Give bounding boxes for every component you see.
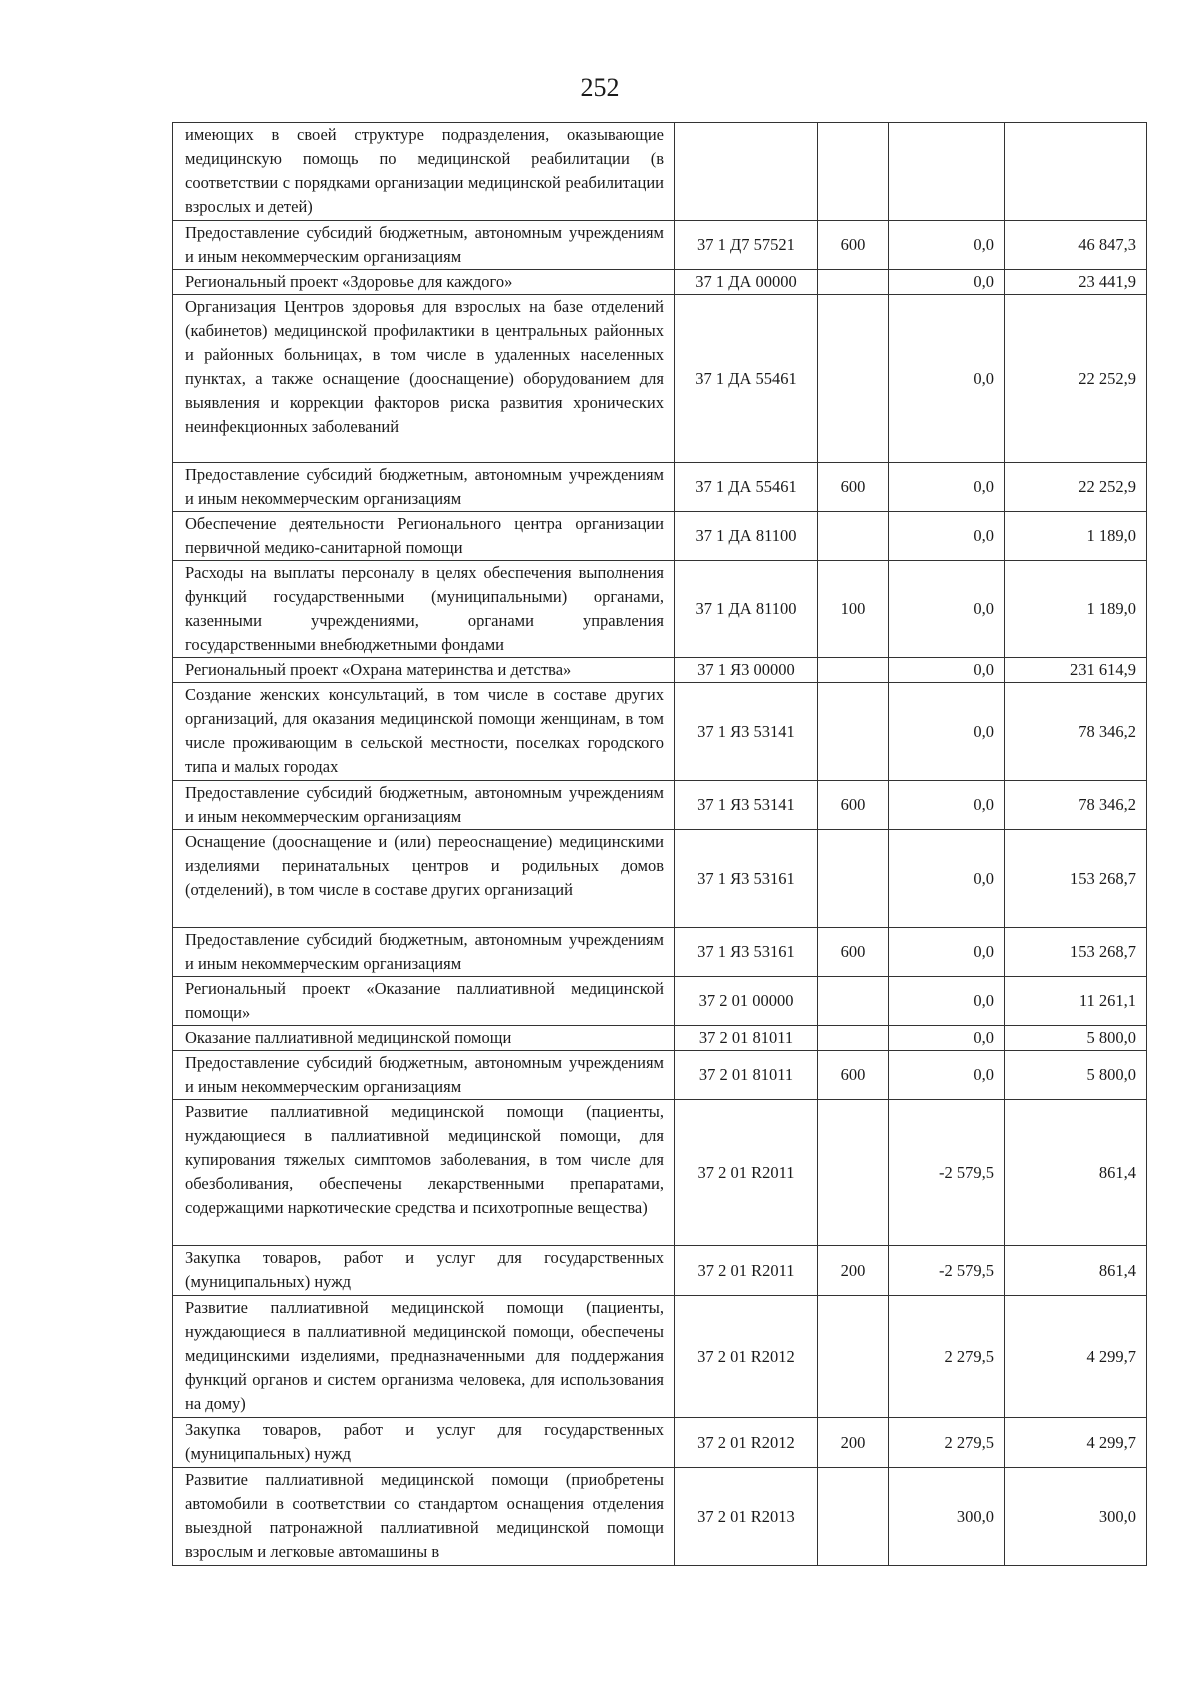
total-amount bbox=[1005, 123, 1147, 221]
row-description: Закупка товаров, работ и услуг для государственных (муниципальных) нужд bbox=[173, 1418, 675, 1468]
expense-type-code: 200 bbox=[818, 1246, 889, 1296]
table-row bbox=[173, 1296, 1147, 1418]
expense-type-code: 100 bbox=[818, 561, 889, 658]
table-row bbox=[173, 830, 1147, 928]
change-amount: 0,0 bbox=[889, 683, 1005, 781]
total-amount: 5 800,0 bbox=[1005, 1026, 1147, 1051]
page-number: 252 bbox=[580, 73, 620, 102]
change-amount: 0,0 bbox=[889, 928, 1005, 977]
row-description: Предоставление субсидий бюджетным, автономным учреждениям и иным некоммерческим организациям bbox=[173, 1051, 675, 1100]
table-row bbox=[173, 658, 1147, 683]
target-article-code: 37 1 Я3 00000 bbox=[675, 658, 818, 683]
target-article-code: 37 2 01 81011 bbox=[675, 1051, 818, 1100]
table-row bbox=[173, 1100, 1147, 1246]
expense-type-code: 600 bbox=[818, 928, 889, 977]
target-article-code: 37 1 ДА 00000 bbox=[675, 270, 818, 295]
target-article-code: 37 2 01 R2013 bbox=[675, 1468, 818, 1566]
change-amount: 300,0 bbox=[889, 1468, 1005, 1566]
target-article-code: 37 2 01 R2012 bbox=[675, 1418, 818, 1468]
change-amount: 0,0 bbox=[889, 270, 1005, 295]
expense-type-code bbox=[818, 123, 889, 221]
target-article-code: 37 2 01 R2012 bbox=[675, 1296, 818, 1418]
expense-type-code: 600 bbox=[818, 1051, 889, 1100]
row-description: Региональный проект «Здоровье для каждого» bbox=[173, 270, 675, 295]
total-amount: 46 847,3 bbox=[1005, 221, 1147, 270]
change-amount: 2 279,5 bbox=[889, 1296, 1005, 1418]
row-description: Создание женских консультаций, в том числе в составе других организаций, для оказания медицинской помощи женщинам, в том числе проживающим в сельской местности, поселках городского типа и малых городах bbox=[173, 683, 675, 781]
expense-type-code: 200 bbox=[818, 1418, 889, 1468]
change-amount: 0,0 bbox=[889, 781, 1005, 830]
total-amount: 22 252,9 bbox=[1005, 463, 1147, 512]
target-article-code: 37 2 01 R2011 bbox=[675, 1246, 818, 1296]
total-amount: 231 614,9 bbox=[1005, 658, 1147, 683]
total-amount: 5 800,0 bbox=[1005, 1051, 1147, 1100]
table-row bbox=[173, 221, 1147, 270]
target-article-code bbox=[675, 123, 818, 221]
change-amount: 0,0 bbox=[889, 221, 1005, 270]
change-amount bbox=[889, 123, 1005, 221]
total-amount: 22 252,9 bbox=[1005, 295, 1147, 463]
expense-type-code bbox=[818, 512, 889, 561]
table-row bbox=[173, 561, 1147, 658]
row-description: Оснащение (дооснащение и (или) переоснащение) медицинскими изделиями перинатальных центров и родильных домов (отделений), в том числе в составе других организаций bbox=[173, 830, 675, 928]
total-amount: 861,4 bbox=[1005, 1246, 1147, 1296]
target-article-code: 37 1 Я3 53141 bbox=[675, 683, 818, 781]
table-row bbox=[173, 1051, 1147, 1100]
change-amount: 0,0 bbox=[889, 512, 1005, 561]
total-amount: 1 189,0 bbox=[1005, 561, 1147, 658]
expense-type-code bbox=[818, 658, 889, 683]
row-description: Предоставление субсидий бюджетным, автономным учреждениям и иным некоммерческим организациям bbox=[173, 221, 675, 270]
target-article-code: 37 2 01 R2011 bbox=[675, 1100, 818, 1246]
change-amount: 0,0 bbox=[889, 830, 1005, 928]
target-article-code: 37 1 ДА 55461 bbox=[675, 295, 818, 463]
table-row bbox=[173, 1468, 1147, 1566]
row-description: Развитие паллиативной медицинской помощи (приобретены автомобили в соответствии со стандартом оснащения отделения выездной патронажной паллиативной медицинской помощи взрослым и легковые автомашины в bbox=[173, 1468, 675, 1566]
target-article-code: 37 2 01 81011 bbox=[675, 1026, 818, 1051]
expense-type-code bbox=[818, 830, 889, 928]
total-amount: 78 346,2 bbox=[1005, 683, 1147, 781]
row-description: Оказание паллиативной медицинской помощи bbox=[173, 1026, 675, 1051]
total-amount: 153 268,7 bbox=[1005, 928, 1147, 977]
target-article-code: 37 1 Я3 53161 bbox=[675, 830, 818, 928]
row-description: Развитие паллиативной медицинской помощи (пациенты, нуждающиеся в паллиативной медицинской помощи, обеспечены медицинскими изделиями, предназначенными для поддержания функций органов и систем организма человека, для использования на дому) bbox=[173, 1296, 675, 1418]
table-row bbox=[173, 270, 1147, 295]
row-description: Предоставление субсидий бюджетным, автономным учреждениям и иным некоммерческим организациям bbox=[173, 463, 675, 512]
budget-table bbox=[172, 122, 1147, 1566]
table-row bbox=[173, 463, 1147, 512]
change-amount: 0,0 bbox=[889, 463, 1005, 512]
row-description: Региональный проект «Оказание паллиативной медицинской помощи» bbox=[173, 977, 675, 1026]
change-amount: 0,0 bbox=[889, 977, 1005, 1026]
table-row bbox=[173, 683, 1147, 781]
expense-type-code: 600 bbox=[818, 221, 889, 270]
change-amount: 0,0 bbox=[889, 561, 1005, 658]
table-row bbox=[173, 781, 1147, 830]
target-article-code: 37 1 ДА 81100 bbox=[675, 561, 818, 658]
expense-type-code bbox=[818, 977, 889, 1026]
change-amount: 0,0 bbox=[889, 1026, 1005, 1051]
expense-type-code bbox=[818, 1468, 889, 1566]
table-row bbox=[173, 1026, 1147, 1051]
target-article-code: 37 1 Д7 57521 bbox=[675, 221, 818, 270]
table-row bbox=[173, 123, 1147, 221]
change-amount: 0,0 bbox=[889, 295, 1005, 463]
change-amount: 0,0 bbox=[889, 658, 1005, 683]
total-amount: 4 299,7 bbox=[1005, 1296, 1147, 1418]
row-description: имеющих в своей структуре подразделения, оказывающие медицинскую помощь по медицинской реабилитации (в соответствии с порядками организации медицинской реабилитации взрослых и детей) bbox=[173, 123, 675, 221]
expense-type-code bbox=[818, 1296, 889, 1418]
total-amount: 78 346,2 bbox=[1005, 781, 1147, 830]
total-amount: 861,4 bbox=[1005, 1100, 1147, 1246]
expense-type-code bbox=[818, 295, 889, 463]
row-description: Региональный проект «Охрана материнства и детства» bbox=[173, 658, 675, 683]
expense-type-code bbox=[818, 1100, 889, 1246]
expense-type-code bbox=[818, 1026, 889, 1051]
total-amount: 11 261,1 bbox=[1005, 977, 1147, 1026]
change-amount: -2 579,5 bbox=[889, 1100, 1005, 1246]
row-description: Расходы на выплаты персоналу в целях обеспечения выполнения функций государственными (муниципальными) органами, казенными учреждениями, органами управления государственными внебюджетными фондами bbox=[173, 561, 675, 658]
total-amount: 23 441,9 bbox=[1005, 270, 1147, 295]
table-row bbox=[173, 295, 1147, 463]
row-description: Предоставление субсидий бюджетным, автономным учреждениям и иным некоммерческим организациям bbox=[173, 928, 675, 977]
table-row bbox=[173, 977, 1147, 1026]
expense-type-code bbox=[818, 683, 889, 781]
row-description: Обеспечение деятельности Регионального центра организации первичной медико-санитарной помощи bbox=[173, 512, 675, 561]
change-amount: 2 279,5 bbox=[889, 1418, 1005, 1468]
total-amount: 1 189,0 bbox=[1005, 512, 1147, 561]
table-row bbox=[173, 1246, 1147, 1296]
change-amount: -2 579,5 bbox=[889, 1246, 1005, 1296]
total-amount: 300,0 bbox=[1005, 1468, 1147, 1566]
row-description: Закупка товаров, работ и услуг для государственных (муниципальных) нужд bbox=[173, 1246, 675, 1296]
row-description: Предоставление субсидий бюджетным, автономным учреждениям и иным некоммерческим организациям bbox=[173, 781, 675, 830]
target-article-code: 37 1 Я3 53141 bbox=[675, 781, 818, 830]
row-description: Организация Центров здоровья для взрослых на базе отделений (кабинетов) медицинской профилактики в центральных районных и районных больницах, в том числе в удаленных населенных пунктах, а также оснащение (дооснащение) оборудованием для выявления и коррекции факторов риска развития хронических неинфекционных заболеваний bbox=[173, 295, 675, 463]
target-article-code: 37 2 01 00000 bbox=[675, 977, 818, 1026]
expense-type-code bbox=[818, 270, 889, 295]
target-article-code: 37 1 ДА 55461 bbox=[675, 463, 818, 512]
target-article-code: 37 1 ДА 81100 bbox=[675, 512, 818, 561]
total-amount: 153 268,7 bbox=[1005, 830, 1147, 928]
table-row bbox=[173, 1418, 1147, 1468]
expense-type-code: 600 bbox=[818, 781, 889, 830]
target-article-code: 37 1 Я3 53161 bbox=[675, 928, 818, 977]
table-row bbox=[173, 928, 1147, 977]
total-amount: 4 299,7 bbox=[1005, 1418, 1147, 1468]
change-amount: 0,0 bbox=[889, 1051, 1005, 1100]
row-description: Развитие паллиативной медицинской помощи (пациенты, нуждающиеся в паллиативной медицинской помощи, для купирования тяжелых симптомов заболевания, в том числе для обезболивания, обеспечены лекарственными препаратами, содержащими наркотические средства и психотропные вещества) bbox=[173, 1100, 675, 1246]
expense-type-code: 600 bbox=[818, 463, 889, 512]
table-row bbox=[173, 512, 1147, 561]
